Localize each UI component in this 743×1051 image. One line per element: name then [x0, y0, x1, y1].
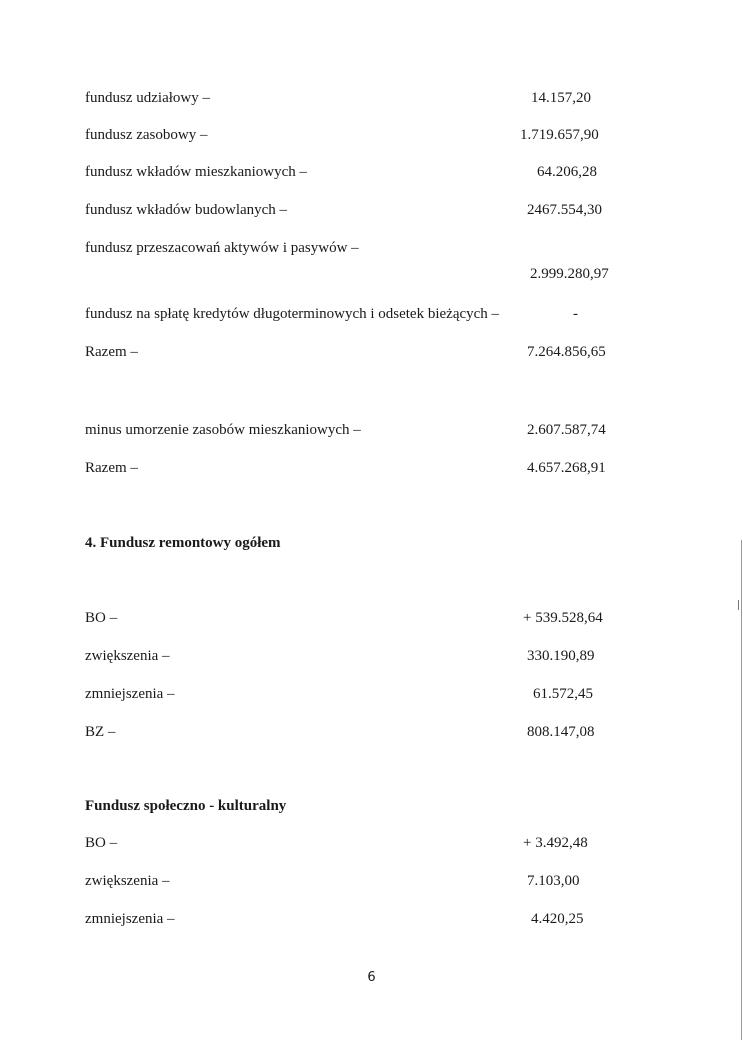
fund-row	[0, 237, 743, 282]
row-label: zwiększenia –	[85, 873, 170, 889]
fund-row	[0, 683, 743, 705]
fund-row	[0, 199, 743, 221]
row-label: zwiększenia –	[85, 648, 170, 664]
row-value: 808.147,08	[527, 724, 595, 740]
row-value: 7.264.856,65	[527, 344, 606, 360]
row-value: 14.157,20	[531, 90, 591, 106]
fund-row	[0, 87, 743, 109]
row-label: BO –	[85, 835, 118, 851]
row-value: 2.999.280,97	[530, 266, 609, 282]
row-label: fundusz wkładów budowlanych –	[85, 202, 288, 218]
total-row	[0, 341, 743, 363]
scan-edge-line	[741, 540, 742, 1040]
row-value: 4.420,25	[531, 911, 584, 927]
row-label: BZ –	[85, 724, 116, 740]
page-number: 6	[367, 970, 376, 985]
row-label: fundusz na spłatę kredytów długoterminowych i odsetek bieżących –	[85, 306, 500, 322]
row-label: minus umorzenie zasobów mieszkaniowych –	[85, 422, 361, 438]
row-label: Razem –	[85, 344, 138, 360]
row-label: fundusz zasobowy –	[85, 127, 208, 143]
row-label: fundusz wkładów mieszkaniowych –	[85, 164, 308, 180]
section-heading: 4. Fundusz remontowy ogółem	[85, 535, 281, 551]
row-value: 2467.554,30	[527, 202, 602, 218]
fund-row	[0, 161, 743, 183]
fund-row	[0, 303, 743, 325]
row-value: 61.572,45	[533, 686, 593, 702]
fund-row	[0, 607, 743, 629]
fund-row	[0, 124, 743, 146]
row-value: 7.103,00	[527, 873, 580, 889]
row-value: 330.190,89	[527, 648, 595, 664]
row-value: 1.719.657,90	[520, 127, 599, 143]
row-value: + 3.492,48	[523, 835, 588, 851]
row-label: zmniejszenia –	[85, 686, 175, 702]
fund-row	[0, 721, 743, 743]
row-label: Razem –	[85, 460, 138, 476]
fund-row	[0, 645, 743, 667]
scan-edge-mark	[738, 600, 739, 610]
fund-row	[0, 832, 743, 854]
fund-row	[0, 870, 743, 892]
row-label: zmniejszenia –	[85, 911, 175, 927]
total-row	[0, 457, 743, 479]
row-value: 64.206,28	[537, 164, 597, 180]
section-heading: Fundusz społeczno - kulturalny	[85, 798, 287, 814]
row-label: fundusz przeszacowań aktywów i pasywów –	[85, 240, 359, 256]
fund-row	[0, 419, 743, 441]
row-label: BO –	[85, 610, 118, 626]
row-label: fundusz udziałowy –	[85, 90, 210, 106]
fund-row	[0, 908, 743, 930]
row-value: 4.657.268,91	[527, 460, 606, 476]
row-value: + 539.528,64	[523, 610, 603, 626]
row-value: 2.607.587,74	[527, 422, 606, 438]
row-value: -	[573, 306, 578, 322]
